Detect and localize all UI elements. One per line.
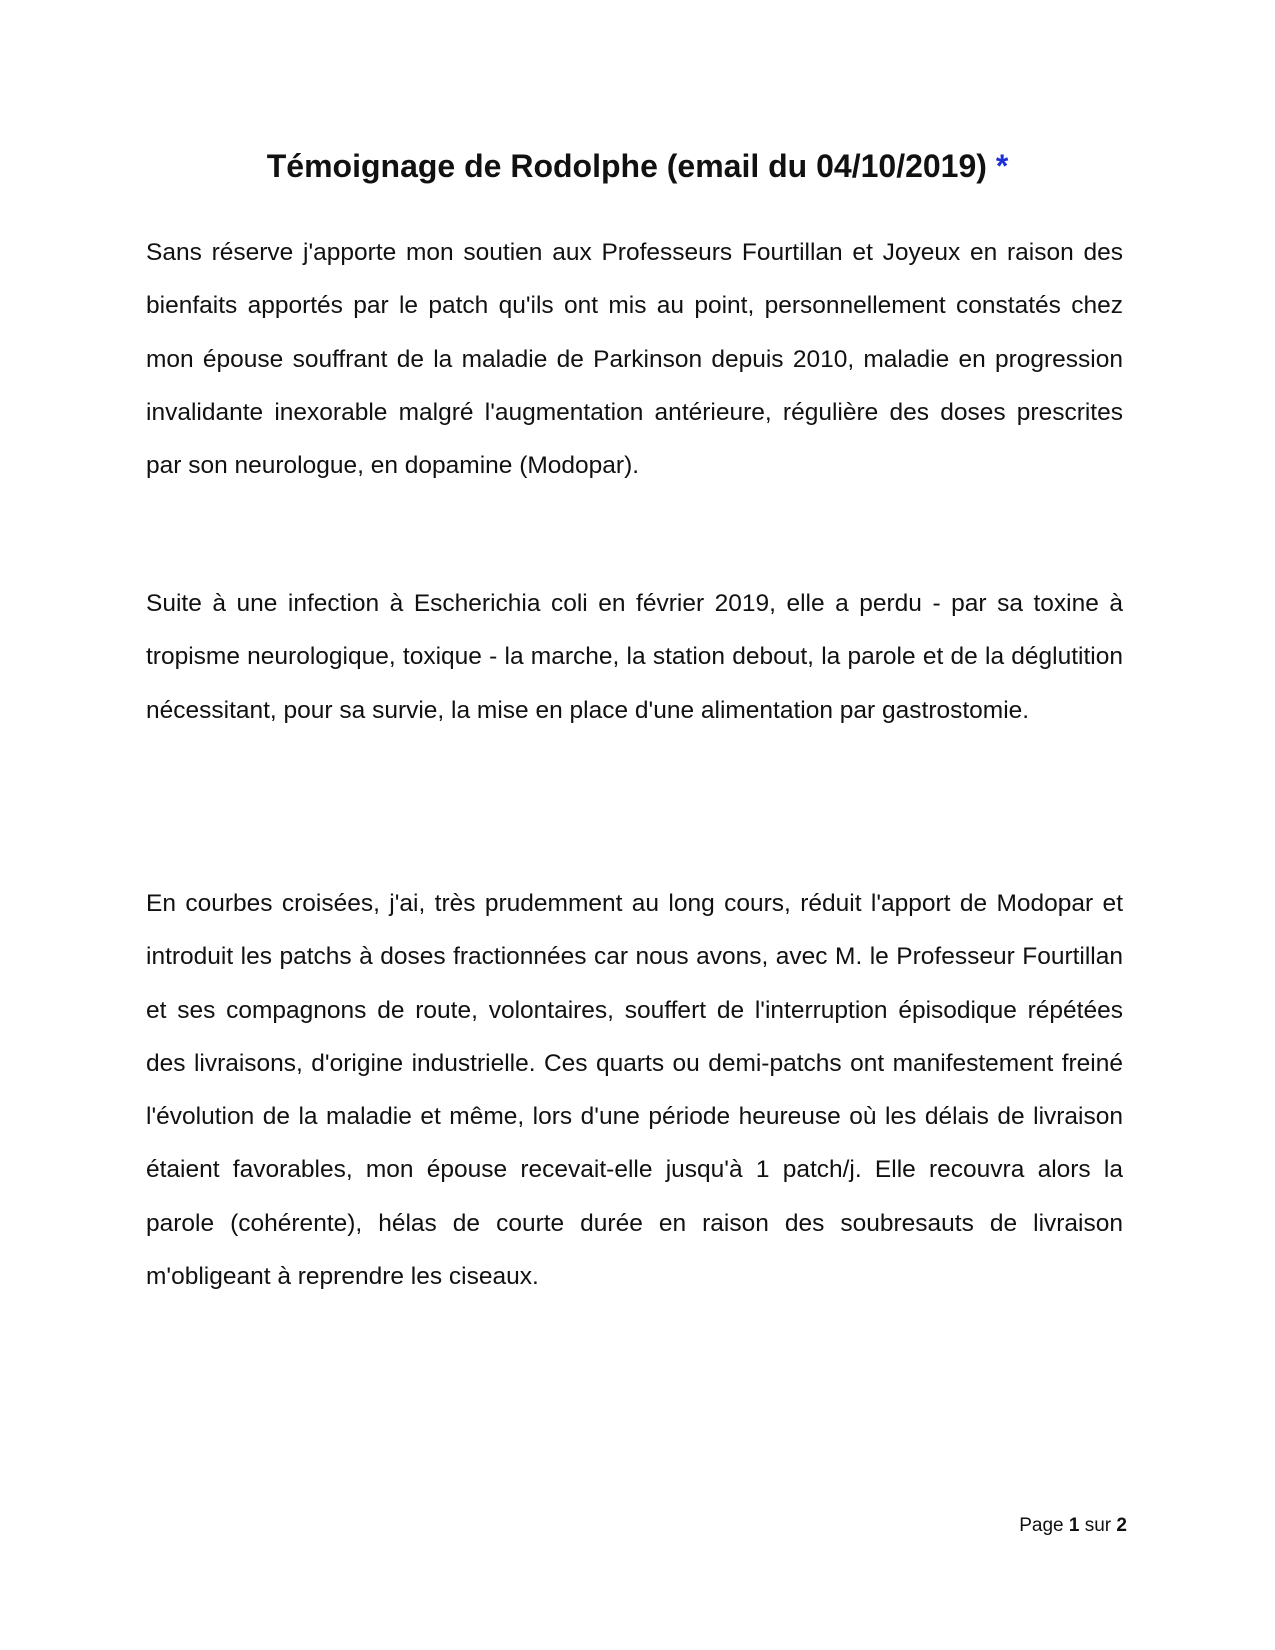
paragraph-2: Suite à une infection à Escherichia coli en février 2019, elle a perdu - par sa toxine à tropisme neurologique, toxique - la marche, la station debout, la parole et de la déglutition nécessitant, pour sa survie, la mise en place d'une alimentation par gastrostomie. [146, 590, 1123, 724]
title-text: Témoignage de Rodolphe (email du 04/10/2019) [266, 148, 987, 184]
page-separator: sur [1084, 1515, 1112, 1536]
current-page-number: 1 [1068, 1515, 1080, 1536]
paragraph-1: Sans réserve j'apporte mon soutien aux Professeurs Fourtillan et Joyeux en raison des bienfaits apportés par le patch qu'ils ont mis au point, personnellement constatés chez mon épouse souffrant de la maladie de Parkinson depuis 2010, maladie en progression invalidante inexorable malgré l'augmentation antérieure, régulière des doses prescrites par son neurologue, en dopamine (Modopar). [146, 239, 1123, 480]
footnote-asterisk: * [995, 148, 1009, 184]
total-page-number: 2 [1116, 1515, 1127, 1536]
page-title [0, 146, 1275, 186]
page-prefix: Page [1019, 1515, 1064, 1536]
paragraph-3: En courbes croisées, j'ai, très prudemment au long cours, réduit l'apport de Modopar et introduit les patchs à doses fractionnées car nous avons, avec M. le Professeur Fourtillan et ses compagnons de route, volontaires, souffert de l'interruption épisodique répétées des livraisons, d'origine industrielle. Ces quarts ou demi-patchs ont manifestement freiné l'évolution de la maladie et même, lors d'une période heureuse où les délais de livraison étaient favorables, mon épouse recevait-elle jusqu'à 1 patch/j. Elle recouvra alors la parole (cohérente), hélas de courte durée en raison des soubresauts de livraison m'obligeant à reprendre les ciseaux. [146, 890, 1123, 1291]
page-number-footer [1019, 1514, 1127, 1538]
